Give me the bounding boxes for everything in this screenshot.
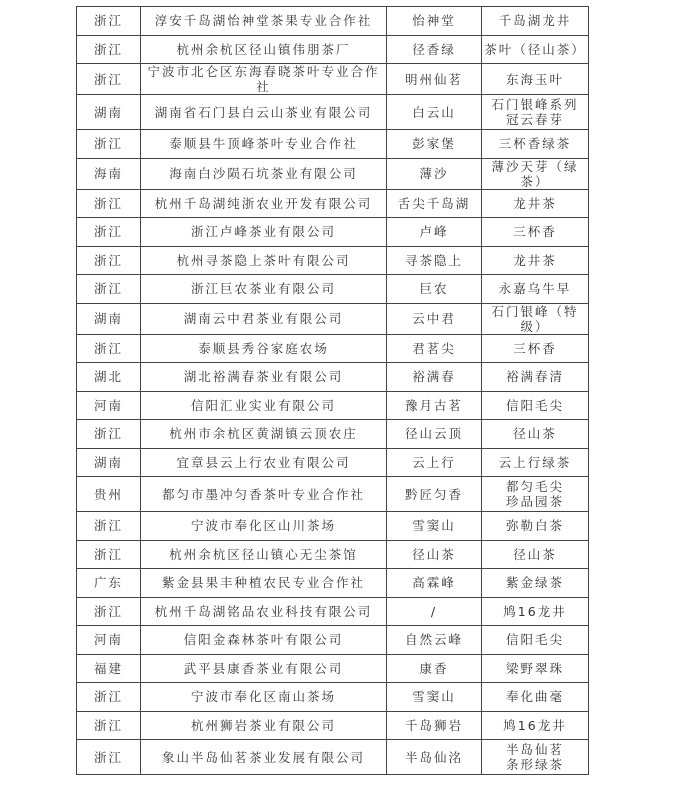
product-cell xyxy=(482,275,589,304)
tea-product-table xyxy=(76,6,589,775)
product-cell xyxy=(482,512,589,541)
brand-cell: 黔匠匀香 xyxy=(387,477,482,512)
table-row xyxy=(77,569,589,598)
product-cell xyxy=(482,626,589,655)
province-cell: 浙江 xyxy=(77,711,141,740)
province-cell: 贵州 xyxy=(77,477,141,512)
brand-cell: 卢峰 xyxy=(387,218,482,247)
table-row xyxy=(77,303,589,334)
province-cell: 浙江 xyxy=(77,683,141,712)
brand-cell: 径山云顶 xyxy=(387,420,482,449)
product-cell xyxy=(482,218,589,247)
product-line: 永嘉乌牛早 xyxy=(498,281,572,297)
brand-cell: 白云山 xyxy=(387,95,482,130)
table-row xyxy=(77,218,589,247)
product-line: 信阳毛尖 xyxy=(505,632,564,648)
company-cell: 杭州狮岩茶业有限公司 xyxy=(141,711,387,740)
company-cell: 浙江卢峰茶业有限公司 xyxy=(141,218,387,247)
product-cell xyxy=(482,7,589,36)
product-cell xyxy=(482,363,589,392)
company-cell: 海南白沙陨石坑茶业有限公司 xyxy=(141,158,387,189)
table-row xyxy=(77,64,589,95)
company-cell: 湖南云中君茶业有限公司 xyxy=(141,303,387,334)
brand-cell: 君茗尖 xyxy=(387,334,482,363)
table-row xyxy=(77,246,589,275)
product-cell xyxy=(482,597,589,626)
province-cell: 浙江 xyxy=(77,64,141,95)
province-cell: 浙江 xyxy=(77,189,141,218)
company-cell: 杭州寻茶隐上茶叶有限公司 xyxy=(141,246,387,275)
product-line: 径山茶 xyxy=(513,426,557,442)
company-cell: 杭州余杭区径山镇心无尘茶馆 xyxy=(141,540,387,569)
company-cell: 杭州余杭区径山镇伟朋茶厂 xyxy=(141,35,387,64)
table-row xyxy=(77,391,589,420)
company-cell: 宁波市奉化区南山茶场 xyxy=(141,683,387,712)
province-cell: 浙江 xyxy=(77,512,141,541)
table-row xyxy=(77,130,589,159)
product-line: 鸠16龙井 xyxy=(503,717,567,733)
province-cell: 浙江 xyxy=(77,218,141,247)
table-row xyxy=(77,448,589,477)
table-row xyxy=(77,512,589,541)
product-line: 茶叶（径山茶） xyxy=(484,41,586,57)
province-cell: 海南 xyxy=(77,158,141,189)
table-row xyxy=(77,35,589,64)
brand-cell: 巨农 xyxy=(387,275,482,304)
product-cell xyxy=(482,35,589,64)
province-cell: 浙江 xyxy=(77,275,141,304)
province-cell: 浙江 xyxy=(77,246,141,275)
product-line: 冠云春芽 xyxy=(505,112,564,127)
product-cell xyxy=(482,334,589,363)
province-cell: 浙江 xyxy=(77,740,141,775)
province-cell: 湖北 xyxy=(77,363,141,392)
brand-cell: 怡神堂 xyxy=(387,7,482,36)
product-cell xyxy=(482,569,589,598)
product-line: 龙井茶 xyxy=(513,252,557,268)
company-cell: 淳安千岛湖怡神堂茶果专业合作社 xyxy=(141,7,387,36)
table-row xyxy=(77,7,589,36)
product-cell xyxy=(482,711,589,740)
product-line: 珍品园茶 xyxy=(505,494,564,509)
product-cell xyxy=(482,740,589,775)
product-line: 石门银峰系列 xyxy=(491,97,579,112)
province-cell: 湖南 xyxy=(77,448,141,477)
product-cell xyxy=(482,189,589,218)
company-cell: 武平县康香茶业有限公司 xyxy=(141,654,387,683)
product-line: 半岛仙茗 xyxy=(505,742,564,757)
table-row xyxy=(77,420,589,449)
product-line: 东海玉叶 xyxy=(505,71,564,87)
company-cell: 信阳金森林茶叶有限公司 xyxy=(141,626,387,655)
province-cell: 福建 xyxy=(77,654,141,683)
product-cell xyxy=(482,654,589,683)
brand-cell: 彭家堡 xyxy=(387,130,482,159)
company-cell: 宜章县云上行农业有限公司 xyxy=(141,448,387,477)
company-cell: 都匀市墨冲匀香茶叶专业合作社 xyxy=(141,477,387,512)
brand-cell: 径香绿 xyxy=(387,35,482,64)
product-line: 条形绿茶 xyxy=(505,757,564,772)
product-line: 裕满春清 xyxy=(505,369,564,385)
province-cell: 浙江 xyxy=(77,540,141,569)
brand-cell: 半岛仙洺 xyxy=(387,740,482,775)
table-row xyxy=(77,158,589,189)
table-row xyxy=(77,626,589,655)
product-cell xyxy=(482,64,589,95)
table-row xyxy=(77,477,589,512)
brand-cell: 豫月古茗 xyxy=(387,391,482,420)
company-cell: 湖南省石门县白云山茶业有限公司 xyxy=(141,95,387,130)
table-row xyxy=(77,275,589,304)
province-cell: 浙江 xyxy=(77,130,141,159)
product-cell xyxy=(482,158,589,189)
brand-cell: 明州仙茗 xyxy=(387,64,482,95)
province-cell: 浙江 xyxy=(77,334,141,363)
company-cell: 紫金县果丰种植农民专业合作社 xyxy=(141,569,387,598)
table-row xyxy=(77,540,589,569)
table-row xyxy=(77,740,589,775)
product-line: 梁野翠珠 xyxy=(505,660,564,676)
brand-cell: 康香 xyxy=(387,654,482,683)
product-line: 薄沙天芽（绿茶） xyxy=(491,158,579,189)
brand-cell: 云中君 xyxy=(387,303,482,334)
product-cell xyxy=(482,246,589,275)
table-row xyxy=(77,597,589,626)
province-cell: 浙江 xyxy=(77,420,141,449)
brand-cell: 雪窦山 xyxy=(387,683,482,712)
product-line: 云上行绿茶 xyxy=(498,454,572,470)
province-cell: 湖南 xyxy=(77,95,141,130)
table-row xyxy=(77,683,589,712)
product-cell xyxy=(482,683,589,712)
table-row xyxy=(77,363,589,392)
brand-cell: 裕满春 xyxy=(387,363,482,392)
product-line: 三杯香 xyxy=(513,340,557,356)
province-cell: 浙江 xyxy=(77,7,141,36)
province-cell: 河南 xyxy=(77,626,141,655)
product-line: 奉化曲毫 xyxy=(505,689,564,705)
table-row xyxy=(77,654,589,683)
brand-cell: 云上行 xyxy=(387,448,482,477)
table-row xyxy=(77,95,589,130)
province-cell: 广东 xyxy=(77,569,141,598)
product-line: 径山茶 xyxy=(513,546,557,562)
province-cell: 湖南 xyxy=(77,303,141,334)
company-cell: 宁波市北仑区东海春晓茶叶专业合作社 xyxy=(141,64,387,95)
company-cell: 浙江巨农茶业有限公司 xyxy=(141,275,387,304)
brand-cell: 自然云峰 xyxy=(387,626,482,655)
product-line: 千岛湖龙井 xyxy=(498,13,572,29)
product-line: 都匀毛尖 xyxy=(505,479,564,494)
province-cell: 浙江 xyxy=(77,35,141,64)
company-cell: 杭州千岛湖纯浙农业开发有限公司 xyxy=(141,189,387,218)
product-cell xyxy=(482,303,589,334)
brand-cell: / xyxy=(387,597,482,626)
product-cell xyxy=(482,477,589,512)
product-cell xyxy=(482,540,589,569)
table-row xyxy=(77,711,589,740)
product-line: 三杯香 xyxy=(513,224,557,240)
company-cell: 象山半岛仙茗茶业发展有限公司 xyxy=(141,740,387,775)
province-cell: 浙江 xyxy=(77,597,141,626)
company-cell: 泰顺县牛顶峰茶叶专业合作社 xyxy=(141,130,387,159)
product-line: 三杯香绿茶 xyxy=(498,136,572,152)
product-cell xyxy=(482,448,589,477)
company-cell: 宁波市奉化区山川茶场 xyxy=(141,512,387,541)
company-cell: 信阳汇业实业有限公司 xyxy=(141,391,387,420)
product-line: 龙井茶 xyxy=(513,195,557,211)
product-cell xyxy=(482,130,589,159)
table-row xyxy=(77,189,589,218)
brand-cell: 千岛狮岩 xyxy=(387,711,482,740)
product-cell xyxy=(482,420,589,449)
product-line: 石门银峰（特级） xyxy=(491,303,579,334)
product-line: 弥勒白茶 xyxy=(505,518,564,534)
brand-cell: 雪窦山 xyxy=(387,512,482,541)
company-cell: 泰顺县秀谷家庭农场 xyxy=(141,334,387,363)
company-cell: 湖北裕满春茶业有限公司 xyxy=(141,363,387,392)
company-cell: 杭州千岛湖铭品农业科技有限公司 xyxy=(141,597,387,626)
product-line: 鸠16龙井 xyxy=(503,603,567,619)
province-cell: 河南 xyxy=(77,391,141,420)
brand-cell: 寻茶隐上 xyxy=(387,246,482,275)
brand-cell: 高霖峰 xyxy=(387,569,482,598)
product-line: 紫金绿茶 xyxy=(505,575,564,591)
table-body xyxy=(77,7,589,775)
product-cell xyxy=(482,391,589,420)
product-cell xyxy=(482,95,589,130)
company-cell: 杭州市余杭区黄湖镇云顶农庄 xyxy=(141,420,387,449)
brand-cell: 舌尖千岛湖 xyxy=(387,189,482,218)
product-line: 信阳毛尖 xyxy=(505,397,564,413)
brand-cell: 径山茶 xyxy=(387,540,482,569)
brand-cell: 薄沙 xyxy=(387,158,482,189)
table-row xyxy=(77,334,589,363)
